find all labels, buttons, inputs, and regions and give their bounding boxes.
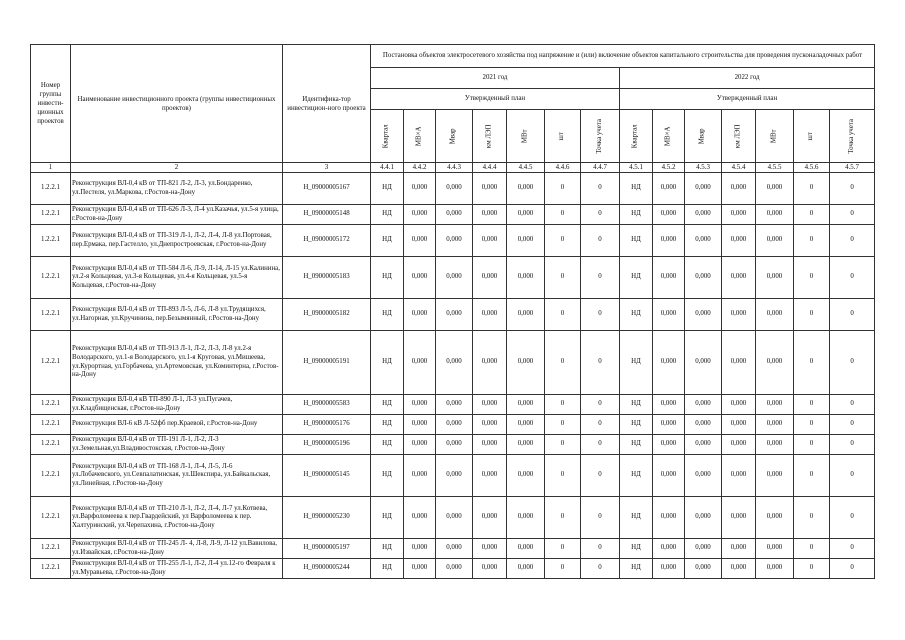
value-cell: 0 xyxy=(581,539,620,559)
value-cell: 0,000 xyxy=(473,539,507,559)
value-cell: 0,000 xyxy=(722,225,756,257)
group-number-cell: 1.2.2.1 xyxy=(31,225,71,257)
value-cell: 0,000 xyxy=(473,173,507,205)
value-cell: НД xyxy=(620,497,653,539)
value-cell: 0,000 xyxy=(722,539,756,559)
value-cell: 0,000 xyxy=(722,257,756,299)
table-row xyxy=(31,435,875,455)
value-cell: 0,000 xyxy=(404,299,436,331)
value-cell: НД xyxy=(620,415,653,435)
group-number-cell: 1.2.2.1 xyxy=(31,497,71,539)
header-project-name: Наименование инвестиционного проекта (группы инвестиционных проектов) xyxy=(71,45,283,163)
value-cell: 0 xyxy=(545,415,581,435)
value-cell: 0 xyxy=(545,299,581,331)
column-number: 4.4.5 xyxy=(507,163,545,173)
value-cell: НД xyxy=(620,225,653,257)
value-cell: 0,000 xyxy=(404,435,436,455)
value-cell: 0,000 xyxy=(436,225,473,257)
value-cell: НД xyxy=(371,331,404,395)
value-cell: 0 xyxy=(545,455,581,497)
value-cell: 0 xyxy=(545,497,581,539)
value-cell: НД xyxy=(620,205,653,225)
value-cell: 0 xyxy=(581,173,620,205)
value-cell: 0,000 xyxy=(653,395,685,415)
header-plan-2021: Утвержденный план xyxy=(371,89,620,110)
value-cell: 0,000 xyxy=(436,299,473,331)
value-cell: 0,000 xyxy=(507,257,545,299)
value-cell: 0,000 xyxy=(653,257,685,299)
value-cell: 0,000 xyxy=(653,559,685,579)
value-cell: 0,000 xyxy=(404,205,436,225)
value-cell: 0 xyxy=(794,395,830,415)
value-cell: 0,000 xyxy=(756,299,794,331)
value-cell: 0,000 xyxy=(473,225,507,257)
value-cell: 0,000 xyxy=(507,225,545,257)
table-row xyxy=(31,331,875,395)
value-cell: 0 xyxy=(794,299,830,331)
value-cell: 0,000 xyxy=(436,455,473,497)
value-cell: 0 xyxy=(581,205,620,225)
value-cell: 0 xyxy=(581,455,620,497)
value-cell: 0 xyxy=(794,455,830,497)
value-cell: 0 xyxy=(581,497,620,539)
column-number: 4.4.7 xyxy=(581,163,620,173)
value-cell: 0,000 xyxy=(722,559,756,579)
value-cell: 0,000 xyxy=(507,205,545,225)
value-cell: 0,000 xyxy=(507,559,545,579)
value-cell: 0,000 xyxy=(507,435,545,455)
value-cell: 0,000 xyxy=(685,539,722,559)
project-name-cell: Реконструкция ВЛ-0,4 кВ от ТП-913 Л-1, Л-2, Л-3, Л-8 ул.2-я Володарского, ул.1-я Володарского, ул.1-я Круговая, ул.Мишеева, ул.Курортная, ул.Горбачева, ул.Артемовская, ул.Коминтерна, г.Ростов-на-Дону xyxy=(71,331,283,395)
value-cell: 0,000 xyxy=(653,205,685,225)
value-cell: 0,000 xyxy=(722,205,756,225)
table-row xyxy=(31,205,875,225)
value-cell: 0 xyxy=(581,435,620,455)
unit-header: МВт xyxy=(507,110,545,163)
project-id-cell: H_09000005145 xyxy=(283,455,371,497)
value-cell: 0,000 xyxy=(436,257,473,299)
value-cell: НД xyxy=(620,395,653,415)
value-cell: 0 xyxy=(545,559,581,579)
header-identifier: Идентифика-тор инвестицион-ного проекта xyxy=(283,45,371,163)
column-number: 4.5.2 xyxy=(653,163,685,173)
group-number-cell: 1.2.2.1 xyxy=(31,395,71,415)
table-row xyxy=(31,225,875,257)
value-cell: 0 xyxy=(830,539,875,559)
value-cell: 0 xyxy=(830,497,875,539)
value-cell: 0,000 xyxy=(404,559,436,579)
value-cell: 0,000 xyxy=(653,455,685,497)
value-cell: 0,000 xyxy=(473,497,507,539)
value-cell: 0,000 xyxy=(473,299,507,331)
value-cell: 0,000 xyxy=(756,257,794,299)
value-cell: 0,000 xyxy=(722,455,756,497)
value-cell: 0,000 xyxy=(756,331,794,395)
header-main-title: Постановка объектов электросетевого хозяйства под напряжение и (или) включение объектов капитального строительства для проведения пусконаладочных работ xyxy=(371,45,875,68)
value-cell: 0,000 xyxy=(653,435,685,455)
group-number-cell: 1.2.2.1 xyxy=(31,299,71,331)
value-cell: 0,000 xyxy=(404,331,436,395)
value-cell: 0,000 xyxy=(756,497,794,539)
value-cell: 0,000 xyxy=(436,539,473,559)
unit-header: Квартал xyxy=(371,110,404,163)
value-cell: 0 xyxy=(581,257,620,299)
value-cell: 0,000 xyxy=(436,435,473,455)
value-cell: 0,000 xyxy=(756,205,794,225)
value-cell: 0 xyxy=(581,299,620,331)
value-cell: 0 xyxy=(545,539,581,559)
project-id-cell: H_09000005172 xyxy=(283,225,371,257)
value-cell: 0,000 xyxy=(653,539,685,559)
header-group-number: Номер группы инвести-ционных проектов xyxy=(31,45,71,163)
table-row xyxy=(31,455,875,497)
value-cell: НД xyxy=(371,455,404,497)
value-cell: 0,000 xyxy=(404,415,436,435)
value-cell: НД xyxy=(371,539,404,559)
column-number: 4.4.2 xyxy=(404,163,436,173)
table-row xyxy=(31,395,875,415)
value-cell: 0,000 xyxy=(685,331,722,395)
value-cell: 0,000 xyxy=(436,331,473,395)
value-cell: 0,000 xyxy=(436,415,473,435)
value-cell: 0,000 xyxy=(722,299,756,331)
column-number: 4.4.6 xyxy=(545,163,581,173)
value-cell: 0 xyxy=(830,559,875,579)
column-number: 4.5.1 xyxy=(620,163,653,173)
project-name-cell: Реконструкция ВЛ-0,4 кВ от ТП-626 Л-3, Л-4 ул.Казачья, ул.5-я улица, г.Ростов-на-Дону xyxy=(71,205,283,225)
project-id-cell: H_09000005230 xyxy=(283,497,371,539)
value-cell: НД xyxy=(620,435,653,455)
value-cell: НД xyxy=(371,173,404,205)
value-cell: 0,000 xyxy=(404,225,436,257)
value-cell: 0,000 xyxy=(473,415,507,435)
value-cell: 0,000 xyxy=(722,173,756,205)
value-cell: 0 xyxy=(830,299,875,331)
value-cell: 0 xyxy=(830,257,875,299)
table-row xyxy=(31,415,875,435)
unit-header: МВт xyxy=(756,110,794,163)
table-row xyxy=(31,257,875,299)
value-cell: 0 xyxy=(794,205,830,225)
value-cell: НД xyxy=(620,559,653,579)
value-cell: 0,000 xyxy=(507,331,545,395)
value-cell: 0,000 xyxy=(722,395,756,415)
value-cell: 0,000 xyxy=(685,299,722,331)
value-cell: 0 xyxy=(581,395,620,415)
value-cell: 0,000 xyxy=(722,435,756,455)
value-cell: 0,000 xyxy=(756,225,794,257)
unit-header: Мвар xyxy=(436,110,473,163)
column-number: 4.4.1 xyxy=(371,163,404,173)
value-cell: 0,000 xyxy=(473,205,507,225)
value-cell: 0,000 xyxy=(685,435,722,455)
group-number-cell: 1.2.2.1 xyxy=(31,559,71,579)
value-cell: 0,000 xyxy=(756,415,794,435)
table-row xyxy=(31,539,875,559)
value-cell: НД xyxy=(371,559,404,579)
value-cell: НД xyxy=(620,455,653,497)
value-cell: 0 xyxy=(794,435,830,455)
value-cell: 0,000 xyxy=(722,415,756,435)
value-cell: 0 xyxy=(794,559,830,579)
value-cell: 0,000 xyxy=(436,395,473,415)
value-cell: 0,000 xyxy=(756,435,794,455)
project-id-cell: H_09000005191 xyxy=(283,331,371,395)
value-cell: 0,000 xyxy=(685,395,722,415)
value-cell: 0,000 xyxy=(653,331,685,395)
value-cell: 0 xyxy=(794,539,830,559)
value-cell: 0 xyxy=(794,331,830,395)
value-cell: 0 xyxy=(545,395,581,415)
value-cell: 0,000 xyxy=(507,173,545,205)
value-cell: 0,000 xyxy=(436,205,473,225)
value-cell: 0 xyxy=(830,205,875,225)
value-cell: 0,000 xyxy=(404,497,436,539)
value-cell: 0,000 xyxy=(653,225,685,257)
table-row xyxy=(31,559,875,579)
value-cell: 0,000 xyxy=(404,395,436,415)
project-id-cell: H_09000005196 xyxy=(283,435,371,455)
value-cell: НД xyxy=(371,415,404,435)
value-cell: 0,000 xyxy=(685,455,722,497)
value-cell: НД xyxy=(620,173,653,205)
column-number: 4.5.4 xyxy=(722,163,756,173)
value-cell: 0,000 xyxy=(756,539,794,559)
value-cell: 0,000 xyxy=(756,395,794,415)
value-cell: 0,000 xyxy=(756,455,794,497)
value-cell: 0,000 xyxy=(756,559,794,579)
value-cell: 0 xyxy=(830,415,875,435)
value-cell: НД xyxy=(371,205,404,225)
value-cell: 0,000 xyxy=(685,559,722,579)
value-cell: 0,000 xyxy=(436,173,473,205)
value-cell: 0 xyxy=(794,415,830,435)
unit-header: шт xyxy=(545,110,581,163)
unit-header: Точка учета xyxy=(581,110,620,163)
header-year-2021: 2021 год xyxy=(371,68,620,89)
project-id-cell: H_09000005183 xyxy=(283,257,371,299)
value-cell: НД xyxy=(371,497,404,539)
investment-table xyxy=(30,44,875,579)
unit-header: МВ×А xyxy=(404,110,436,163)
value-cell: 0,000 xyxy=(507,415,545,435)
project-name-cell: Реконструкция ВЛ-0,4 кВ от ТП-893 Л-5, Л-6, Л-8 ул.Трудящихся, ул.Нагорная, ул.Кручинина, пер.Безымянный, г.Ростов-на-Дону xyxy=(71,299,283,331)
group-number-cell: 1.2.2.1 xyxy=(31,257,71,299)
column-number: 4.5.5 xyxy=(756,163,794,173)
value-cell: НД xyxy=(620,257,653,299)
project-name-cell: Реконструкция ВЛ-0,4 кВ от ТП-584 Л-6, Л-9, Л-14, Л-15 ул.Калинина, ул.2-я Кольцевая, ул.3-я Кольцевая, ул.4-я Кольцевая, ул.5-я Кольцевая, г.Ростов-на-Дону xyxy=(71,257,283,299)
project-name-cell: Реконструкция ВЛ-0,4 кВ от ТП-245 Л- 4, Л-8, Л-9, Л-12 ул.Вавилова, ул.Извайская, г.Ростов-на-Дону xyxy=(71,539,283,559)
unit-header: МВ×А xyxy=(653,110,685,163)
project-id-cell: H_09000005182 xyxy=(283,299,371,331)
value-cell: 0 xyxy=(545,225,581,257)
column-numbers-row xyxy=(31,163,875,173)
table-header xyxy=(31,45,875,173)
value-cell: 0 xyxy=(830,173,875,205)
value-cell: 0,000 xyxy=(473,435,507,455)
value-cell: НД xyxy=(620,299,653,331)
value-cell: 0,000 xyxy=(722,331,756,395)
value-cell: 0,000 xyxy=(685,205,722,225)
column-number: 4.5.3 xyxy=(685,163,722,173)
value-cell: 0,000 xyxy=(404,257,436,299)
value-cell: 0,000 xyxy=(653,415,685,435)
column-number: 1 xyxy=(31,163,71,173)
project-id-cell: H_09000005148 xyxy=(283,205,371,225)
value-cell: 0,000 xyxy=(685,225,722,257)
project-name-cell: Реконструкция ВЛ-0,4 кВ от ТП-210 Л-1, Л-2, Л-4, Л-7 ул.Котвева, ул.Варфоломеева к пер.Гвардейский, ул Варфоломеева к пер. Халтуринский, ул.Черепахина, г.Ростов-на-Дону xyxy=(71,497,283,539)
value-cell: 0,000 xyxy=(436,497,473,539)
group-number-cell: 1.2.2.1 xyxy=(31,435,71,455)
unit-header: км ЛЭП xyxy=(473,110,507,163)
value-cell: 0 xyxy=(830,395,875,415)
value-cell: 0 xyxy=(830,331,875,395)
value-cell: 0,000 xyxy=(404,539,436,559)
table-row xyxy=(31,497,875,539)
value-cell: 0 xyxy=(545,257,581,299)
value-cell: 0 xyxy=(545,435,581,455)
project-id-cell: H_09000005583 xyxy=(283,395,371,415)
group-number-cell: 1.2.2.1 xyxy=(31,173,71,205)
value-cell: 0 xyxy=(581,415,620,435)
project-name-cell: Реконструкция ВЛ-0,4 кВ ТП-890 Л-1, Л-3 ул.Пугачев, ул.Кладбищенская, г.Ростов-на-Дону xyxy=(71,395,283,415)
value-cell: 0,000 xyxy=(685,173,722,205)
unit-header: км ЛЭП xyxy=(722,110,756,163)
column-number: 4.5.7 xyxy=(830,163,875,173)
value-cell: 0,000 xyxy=(436,559,473,579)
value-cell: 0 xyxy=(581,559,620,579)
unit-header: Квартал xyxy=(620,110,653,163)
value-cell: НД xyxy=(371,395,404,415)
value-cell: 0,000 xyxy=(685,257,722,299)
project-name-cell: Реконструкция ВЛ-0,4 кВ от ТП-319 Л-1, Л-2, Л-4, Л-8 ул.Портовая, пер.Ермака, пер.Гастелло, ул.Днепростроевская, г.Ростов-на-Дону xyxy=(71,225,283,257)
value-cell: 0,000 xyxy=(473,331,507,395)
value-cell: 0,000 xyxy=(722,497,756,539)
group-number-cell: 1.2.2.1 xyxy=(31,539,71,559)
column-number: 4.4.3 xyxy=(436,163,473,173)
project-id-cell: H_09000005244 xyxy=(283,559,371,579)
value-cell: 0 xyxy=(794,225,830,257)
table-row xyxy=(31,299,875,331)
value-cell: 0 xyxy=(830,225,875,257)
value-cell: НД xyxy=(371,225,404,257)
value-cell: 0 xyxy=(545,173,581,205)
value-cell: 0,000 xyxy=(507,497,545,539)
unit-header: шт xyxy=(794,110,830,163)
value-cell: 0,000 xyxy=(473,559,507,579)
value-cell: НД xyxy=(371,257,404,299)
group-number-cell: 1.2.2.1 xyxy=(31,205,71,225)
table-row xyxy=(31,173,875,205)
value-cell: НД xyxy=(371,435,404,455)
project-name-cell: Реконструкция ВЛ-6 кВ Л-52фб пер.Краевой, г.Ростов-на-Дону xyxy=(71,415,283,435)
value-cell: 0,000 xyxy=(473,395,507,415)
value-cell: 0,000 xyxy=(507,395,545,415)
value-cell: 0 xyxy=(581,225,620,257)
value-cell: 0 xyxy=(581,331,620,395)
value-cell: 0,000 xyxy=(507,299,545,331)
value-cell: 0 xyxy=(545,205,581,225)
project-id-cell: H_09000005167 xyxy=(283,173,371,205)
document-page xyxy=(30,44,870,579)
column-number: 4.5.6 xyxy=(794,163,830,173)
value-cell: 0,000 xyxy=(507,455,545,497)
project-id-cell: H_09000005197 xyxy=(283,539,371,559)
column-number: 3 xyxy=(283,163,371,173)
value-cell: 0,000 xyxy=(473,257,507,299)
value-cell: 0 xyxy=(830,435,875,455)
value-cell: 0 xyxy=(794,173,830,205)
unit-header: Точка учета xyxy=(830,110,875,163)
value-cell: 0 xyxy=(794,257,830,299)
value-cell: 0,000 xyxy=(685,497,722,539)
group-number-cell: 1.2.2.1 xyxy=(31,331,71,395)
project-name-cell: Реконструкция ВЛ-0,4 кВ от ТП-821 Л-2, Л-3, ул.Бондаренко, ул.Пестеля, ул.Маркова, г.Ростов-на-Дону xyxy=(71,173,283,205)
unit-header: Мвар xyxy=(685,110,722,163)
column-number: 4.4.4 xyxy=(473,163,507,173)
header-plan-2022: Утвержденный план xyxy=(620,89,875,110)
value-cell: 0,000 xyxy=(653,497,685,539)
value-cell: НД xyxy=(620,539,653,559)
value-cell: НД xyxy=(371,299,404,331)
column-number: 2 xyxy=(71,163,283,173)
value-cell: НД xyxy=(620,331,653,395)
value-cell: 0 xyxy=(794,497,830,539)
value-cell: 0,000 xyxy=(756,173,794,205)
value-cell: 0,000 xyxy=(404,173,436,205)
value-cell: 0 xyxy=(830,455,875,497)
value-cell: 0,000 xyxy=(473,455,507,497)
group-number-cell: 1.2.2.1 xyxy=(31,455,71,497)
project-id-cell: H_09000005176 xyxy=(283,415,371,435)
project-name-cell: Реконструкция ВЛ-0,4 кВ от ТП-168 Л-1, Л-4, Л-5, Л-6 ул.Лобачевского, ул.Севпалатинская, ул.Шекспира, ул.Байкальская, ул.Линейная, г.Ростов-на-Дону xyxy=(71,455,283,497)
table-body xyxy=(31,173,875,579)
project-name-cell: Реконструкция ВЛ-0,4 кВ от ТП-255 Л-1, Л-2, Л-4 ул.12-го Февраля к ул.Муравьева, г.Ростов-на-Дону xyxy=(71,559,283,579)
project-name-cell: Реконструкция ВЛ-0,4 кВ от ТП-191 Л-1, Л-2, Л-3 ул.Земельная,ул.Владивостокская, г.Ростов-на-Дону xyxy=(71,435,283,455)
group-number-cell: 1.2.2.1 xyxy=(31,415,71,435)
value-cell: 0,000 xyxy=(653,299,685,331)
value-cell: 0,000 xyxy=(653,173,685,205)
header-year-2022: 2022 год xyxy=(620,68,875,89)
value-cell: 0,000 xyxy=(685,415,722,435)
value-cell: 0,000 xyxy=(404,455,436,497)
value-cell: 0 xyxy=(545,331,581,395)
value-cell: 0,000 xyxy=(507,539,545,559)
